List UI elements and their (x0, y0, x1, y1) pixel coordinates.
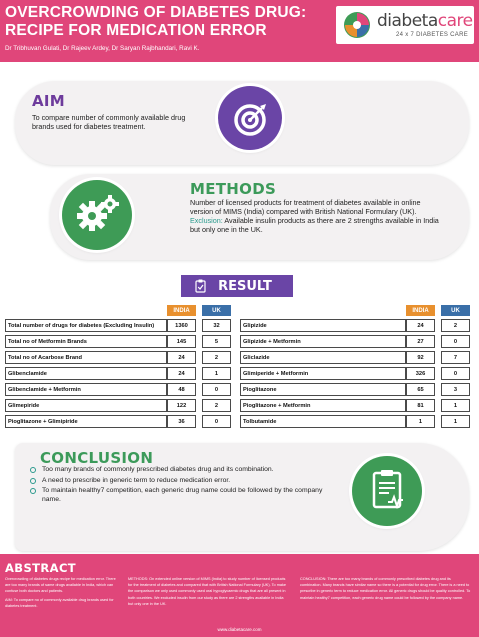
uk-count-cell: 0 (441, 335, 470, 348)
conclusion-bullet-text: A need to prescribe in generic term to reduce medication error. (42, 476, 231, 484)
result-row (5, 335, 231, 348)
poster-title (5, 4, 335, 40)
drug-name-cell: Pioglitazone + Metformin (240, 399, 406, 412)
clipboard-icon (195, 279, 206, 293)
uk-count-cell: 3 (441, 383, 470, 396)
india-column-header: INDIA (406, 305, 435, 316)
india-count-cell: 36 (167, 415, 196, 428)
bullet-dot-icon (30, 467, 36, 473)
exclusion-label: Exclusion: (190, 216, 223, 225)
uk-count-cell: 32 (202, 319, 231, 332)
uk-count-cell: 5 (202, 335, 231, 348)
result-heading: RESULT (218, 279, 272, 294)
conclusion-bullet-text: To maintain healthy7 competition, each generic drug name could be followed by the company name. (42, 487, 323, 503)
title-line-1: OVERCROWDING OF DIABETES DRUG: (5, 4, 307, 21)
result-table-left (5, 302, 231, 431)
conclusion-bullet-text: Too many brands of commonly prescribed diabetes drug and its combination. (42, 466, 274, 473)
logo (336, 6, 474, 44)
india-count-cell: 24 (167, 351, 196, 364)
uk-count-cell: 2 (202, 351, 231, 364)
drug-name-cell: Pioglitazone + Glimipiride (5, 415, 167, 428)
drug-name-cell: Total no of Acarbose Brand (5, 351, 167, 364)
drug-name-cell: Glimiperide + Metformin (240, 367, 406, 380)
india-count-cell: 145 (167, 335, 196, 348)
conclusion-heading: CONCLUSION (40, 449, 154, 467)
uk-column-header: UK (441, 305, 470, 316)
logo-tagline: 24 x 7 DIABETES CARE (396, 32, 469, 38)
abstract-aim: AIM: To compare no of commonly available drug brands used for diabetes treatment. (5, 597, 114, 608)
aim-text: To compare number of commonly available drug brands used for diabetes treatment. (32, 113, 186, 131)
result-row (5, 383, 231, 396)
india-count-cell: 48 (167, 383, 196, 396)
result-row (240, 367, 470, 380)
gears-icon (62, 180, 132, 250)
result-row (240, 335, 470, 348)
abstract-conclusion: CONCLUSION: There are too many brands of commonly prescribed diabetes drug and its combination. Many brands have similar name so there is a potential for drug error. There is a need to prescribe in generic term to reduce medication error. All generic drugs should be quality controlled. To maintain healthy7 competition, each generic drug name could be followed by the company name. (300, 577, 471, 600)
result-row (240, 351, 470, 364)
footer-url: www.diabetacare.com (217, 627, 262, 632)
target-icon (218, 86, 282, 150)
aim-heading: AIM (32, 92, 66, 110)
uk-count-cell: 0 (202, 383, 231, 396)
conclusion-bullet (34, 487, 339, 504)
result-row (240, 319, 470, 332)
abstract-section (0, 554, 479, 637)
result-row (5, 351, 231, 364)
result-heading-banner (181, 275, 293, 297)
diabetacare-logo-icon (342, 10, 372, 40)
result-row (5, 367, 231, 380)
logo-wordmark-part2: care (437, 11, 473, 31)
methods-text (190, 198, 440, 234)
bullet-dot-icon (30, 488, 36, 494)
india-count-cell: 27 (406, 335, 435, 348)
result-row (5, 415, 231, 428)
exclusion-text: Available insulin products as there are 2 strengths available in India but only one in the UK. (190, 216, 439, 234)
drug-name-cell: Total no of Metformin Brands (5, 335, 167, 348)
result-table-right (240, 302, 470, 431)
authors: Dr Tribhuvan Gulati, Dr Rajeev Ardey, Dr Saryan Rajbhandari, Ravi K. (5, 45, 200, 52)
india-count-cell: 81 (406, 399, 435, 412)
india-column-header: INDIA (167, 305, 196, 316)
drug-name-cell: Pioglitazone (240, 383, 406, 396)
conclusion-list (34, 466, 339, 506)
blank-header (240, 305, 406, 316)
drug-name-cell: Glipizide (240, 319, 406, 332)
uk-column-header: UK (202, 305, 231, 316)
drug-name-cell: Total number of drugs for diabetes (Excluding Insulin) (5, 319, 167, 332)
abstract-intro: Overcrowding of diabetes drugs recipe for medication error. There are too many brands of same drugs available in India, which can confuse both doctors and patients. (5, 577, 116, 594)
drug-name-cell: Glibenclamide (5, 367, 167, 380)
result-row (5, 319, 231, 332)
clipboard-heartbeat-icon (352, 456, 422, 526)
drug-name-cell: Tolbutamide (240, 415, 406, 428)
india-count-cell: 24 (406, 319, 435, 332)
result-row (5, 399, 231, 412)
uk-count-cell: 0 (202, 415, 231, 428)
india-count-cell: 65 (406, 383, 435, 396)
uk-count-cell: 2 (441, 319, 470, 332)
india-count-cell: 326 (406, 367, 435, 380)
drug-name-cell: Glibenclamide + Metformin (5, 383, 167, 396)
logo-wordmark (377, 11, 473, 31)
drug-name-cell: Glimepiride (5, 399, 167, 412)
uk-count-cell: 2 (202, 399, 231, 412)
india-count-cell: 122 (167, 399, 196, 412)
abstract-methods: METHODS: On extended online version of MIMS (India) to study number of licensed products for the treatment of diabetes and compared that with British National Formulary (UK). To make the comparison we only used commonly used oral hypoglycaemic drugs that are all present in both countries. We excluded insulin from our study as there are 2 strengths available in India but only one in the UK. (128, 577, 286, 606)
uk-count-cell: 1 (202, 367, 231, 380)
abstract-heading: ABSTRACT (5, 561, 77, 575)
uk-count-cell: 0 (441, 367, 470, 380)
drug-name-cell: Gliclazide (240, 351, 406, 364)
abstract-column-1 (5, 576, 118, 609)
uk-count-cell: 1 (441, 415, 470, 428)
methods-description: Number of licensed products for treatment of diabetes available in online version of MIMS (India) compared with British National Formulary (UK). (190, 198, 421, 216)
logo-wordmark-part1: diabeta (377, 11, 438, 31)
result-row (240, 415, 470, 428)
title-line-2: RECIPE FOR MEDICATION ERROR (5, 22, 267, 39)
drug-name-cell: Glipizide + Metformin (240, 335, 406, 348)
blank-header (5, 305, 167, 316)
india-count-cell: 24 (167, 367, 196, 380)
conclusion-bullet (34, 477, 339, 486)
india-count-cell: 92 (406, 351, 435, 364)
bullet-dot-icon (30, 478, 36, 484)
result-row (240, 383, 470, 396)
header-banner (0, 0, 479, 62)
india-count-cell: 1 (406, 415, 435, 428)
uk-count-cell: 1 (441, 399, 470, 412)
result-row (240, 399, 470, 412)
india-count-cell: 1360 (167, 319, 196, 332)
methods-heading: METHODS (190, 180, 277, 198)
uk-count-cell: 7 (441, 351, 470, 364)
conclusion-bullet (34, 466, 339, 475)
